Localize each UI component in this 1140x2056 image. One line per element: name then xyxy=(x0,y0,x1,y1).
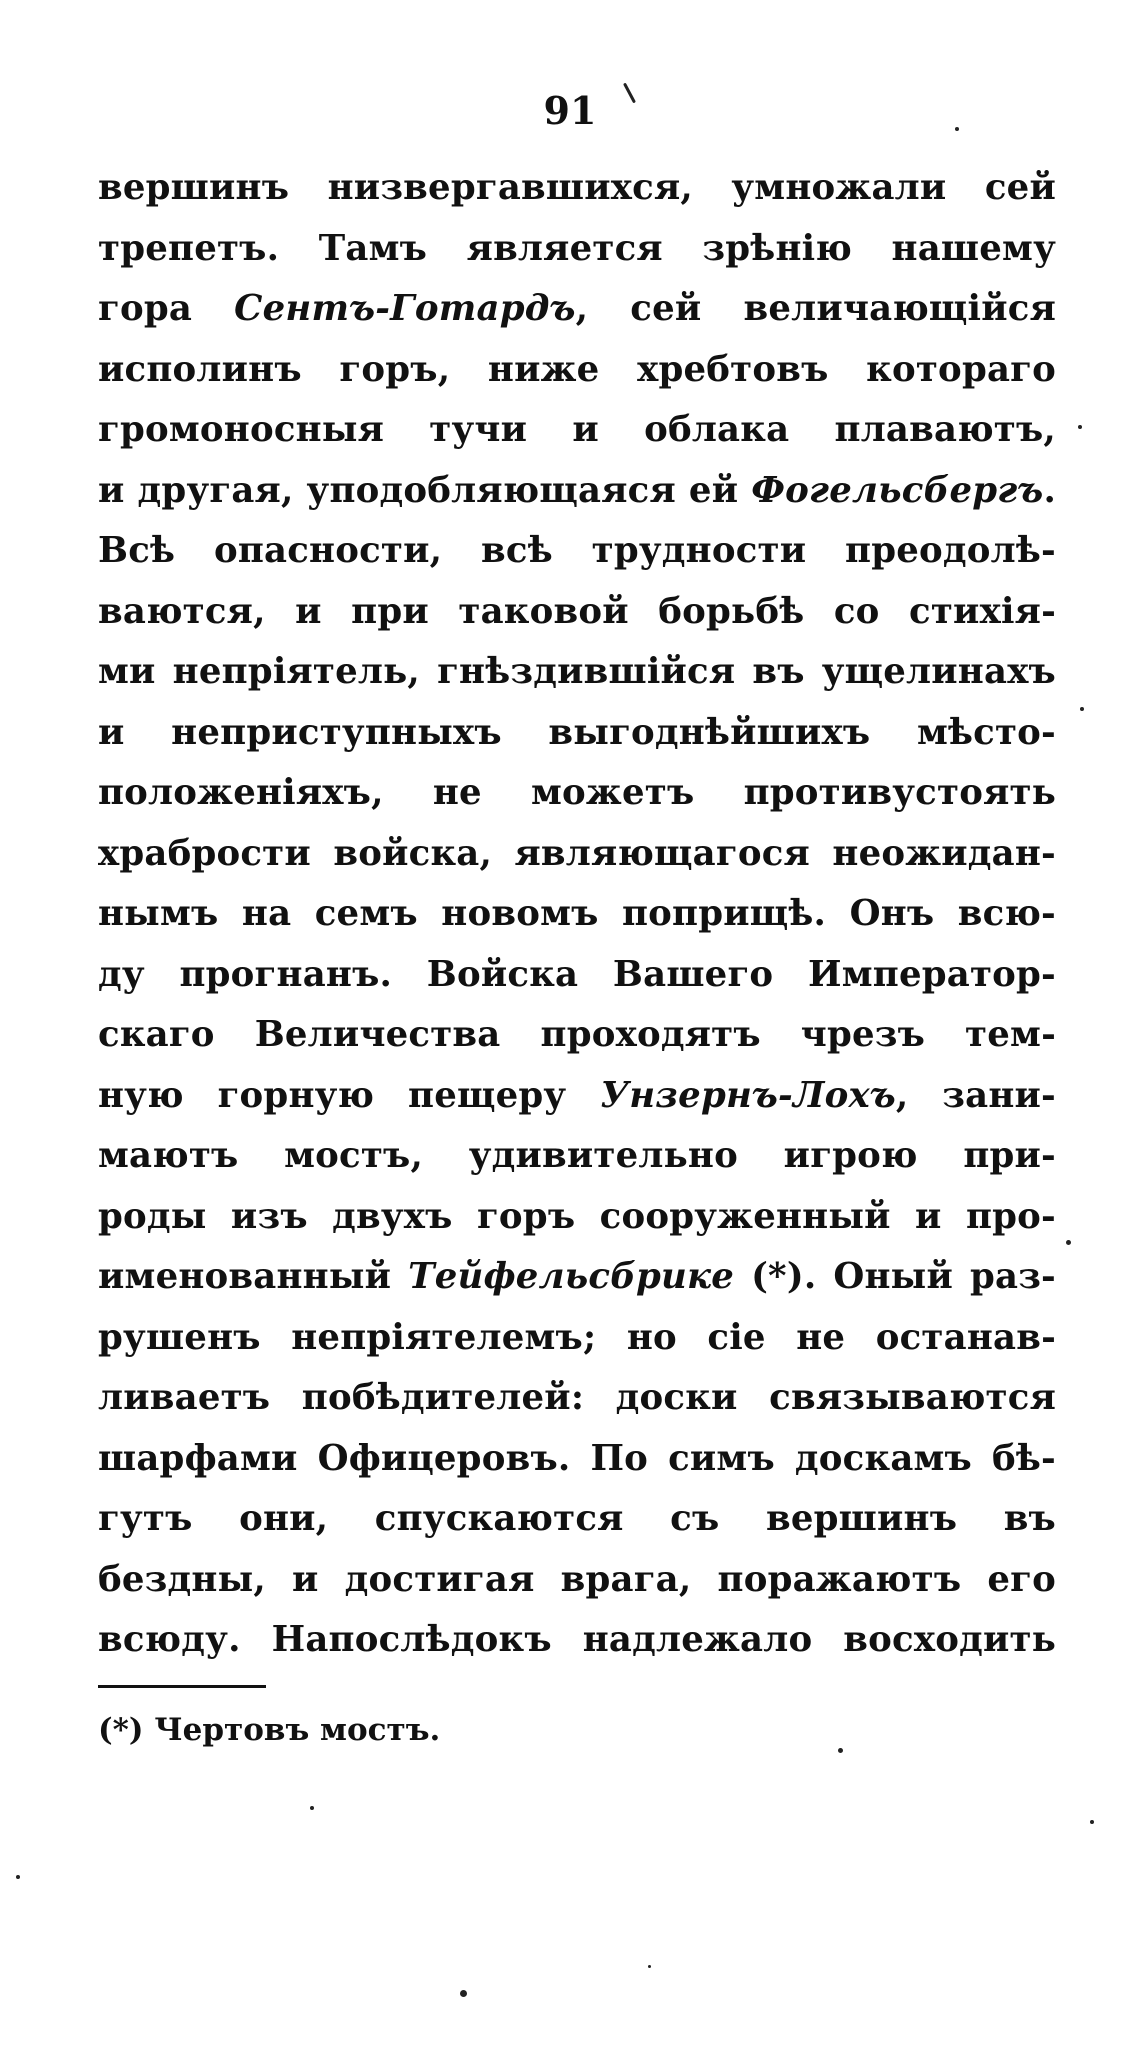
print-speck xyxy=(955,127,959,131)
text-run: , зани- xyxy=(895,1074,1056,1116)
text-line xyxy=(98,1187,1056,1248)
text-line xyxy=(98,642,1056,703)
print-speck xyxy=(838,1748,843,1753)
text-line xyxy=(98,1308,1056,1369)
text-line xyxy=(98,1550,1056,1611)
text-run: бездны, и достигая врага, поражаютъ его xyxy=(98,1558,1056,1600)
text-line xyxy=(98,1610,1056,1671)
print-speck xyxy=(16,1875,20,1879)
text-run: исполинъ горъ, ниже хребтовъ котораго xyxy=(98,348,1056,390)
text-run: ливаетъ побѣдителей: доски связываются xyxy=(98,1377,1056,1418)
text-run: маютъ мостъ, удивительно игрою при- xyxy=(98,1135,1056,1176)
text-run: и неприступныхъ выгоднѣйшихъ мѣсто- xyxy=(98,711,1056,753)
text-run: ми непріятель, гнѣздившійся въ ущелинахъ xyxy=(98,651,1056,692)
text-line xyxy=(98,1066,1056,1127)
text-line xyxy=(98,521,1056,582)
text-run: нымъ на семъ новомъ поприщѣ. Онъ всю- xyxy=(98,893,1056,934)
text-run: ваются, и при таковой борьбѣ со стихія- xyxy=(98,590,1056,632)
italic-proper-name: Фогельсбергъ xyxy=(751,469,1044,511)
text-line xyxy=(98,703,1056,764)
print-speck xyxy=(648,1965,651,1968)
text-line xyxy=(98,884,1056,945)
text-line xyxy=(98,340,1056,401)
text-run: рушенъ непріятелемъ; но сіе не останав- xyxy=(98,1316,1056,1358)
text-run: , сей величающійся xyxy=(575,288,1056,329)
print-speck xyxy=(1090,1820,1094,1824)
text-run: шарфами Офицеровъ. По симъ доскамъ бѣ- xyxy=(98,1437,1056,1479)
text-run: ную горную пещеру xyxy=(98,1074,601,1116)
text-line xyxy=(98,400,1056,461)
footnote: (*) Чертовъ мостъ. xyxy=(98,1712,441,1748)
text-line xyxy=(98,158,1056,219)
text-line xyxy=(98,1005,1056,1066)
italic-proper-name: Тейфельсбрике xyxy=(408,1256,735,1297)
text-run: гора xyxy=(98,288,235,329)
text-run: и другая, уподобляющаяся ей xyxy=(98,469,752,511)
text-run: громоносныя тучи и облака плаваютъ, xyxy=(98,409,1056,450)
text-run: положеніяхъ, не можетъ противустоять xyxy=(98,772,1056,813)
text-run: скаго Величества проходятъ чрезъ тем- xyxy=(98,1014,1056,1055)
footnote-separator xyxy=(98,1685,266,1688)
text-line xyxy=(98,461,1056,522)
text-line xyxy=(98,582,1056,643)
text-line xyxy=(98,945,1056,1006)
print-speck xyxy=(1078,425,1082,429)
text-run: всюду. Напослѣдокъ надлежало восходить xyxy=(98,1619,1056,1660)
text-run: трепетъ. Тамъ является зрѣнію нашему xyxy=(98,227,1056,269)
text-line xyxy=(98,824,1056,885)
page-number: 91 xyxy=(543,88,597,133)
text-line xyxy=(98,1368,1056,1429)
text-run: храбрости войска, являющагося неожидан- xyxy=(98,832,1056,874)
print-speck xyxy=(1066,1240,1071,1245)
main-text-block xyxy=(98,158,1056,1671)
print-speck xyxy=(623,83,636,104)
text-run: вершинъ низвергавшихся, умножали сей xyxy=(98,167,1056,208)
text-run: гутъ они, спускаются съ вершинъ въ xyxy=(98,1498,1056,1539)
print-speck xyxy=(1080,707,1084,711)
text-run: именованный xyxy=(98,1256,409,1297)
text-line xyxy=(98,1489,1056,1550)
text-line xyxy=(98,279,1056,340)
text-run: ду прогнанъ. Войска Вашего Император- xyxy=(98,953,1056,995)
text-run: Всѣ опасности, всѣ трудности преодолѣ- xyxy=(98,530,1056,571)
text-line xyxy=(98,763,1056,824)
text-line xyxy=(98,1429,1056,1490)
text-line xyxy=(98,1247,1056,1308)
italic-proper-name: Унзернъ-Лохъ xyxy=(600,1074,896,1116)
text-line xyxy=(98,219,1056,280)
italic-proper-name: Сентъ-Готардъ xyxy=(234,288,576,329)
text-run: . xyxy=(1043,469,1056,511)
text-run: (*). Оный раз- xyxy=(734,1256,1056,1297)
text-line xyxy=(98,1126,1056,1187)
print-speck xyxy=(310,1806,314,1810)
print-speck xyxy=(460,1990,467,1997)
text-run: роды изъ двухъ горъ сооруженный и про- xyxy=(98,1195,1056,1237)
